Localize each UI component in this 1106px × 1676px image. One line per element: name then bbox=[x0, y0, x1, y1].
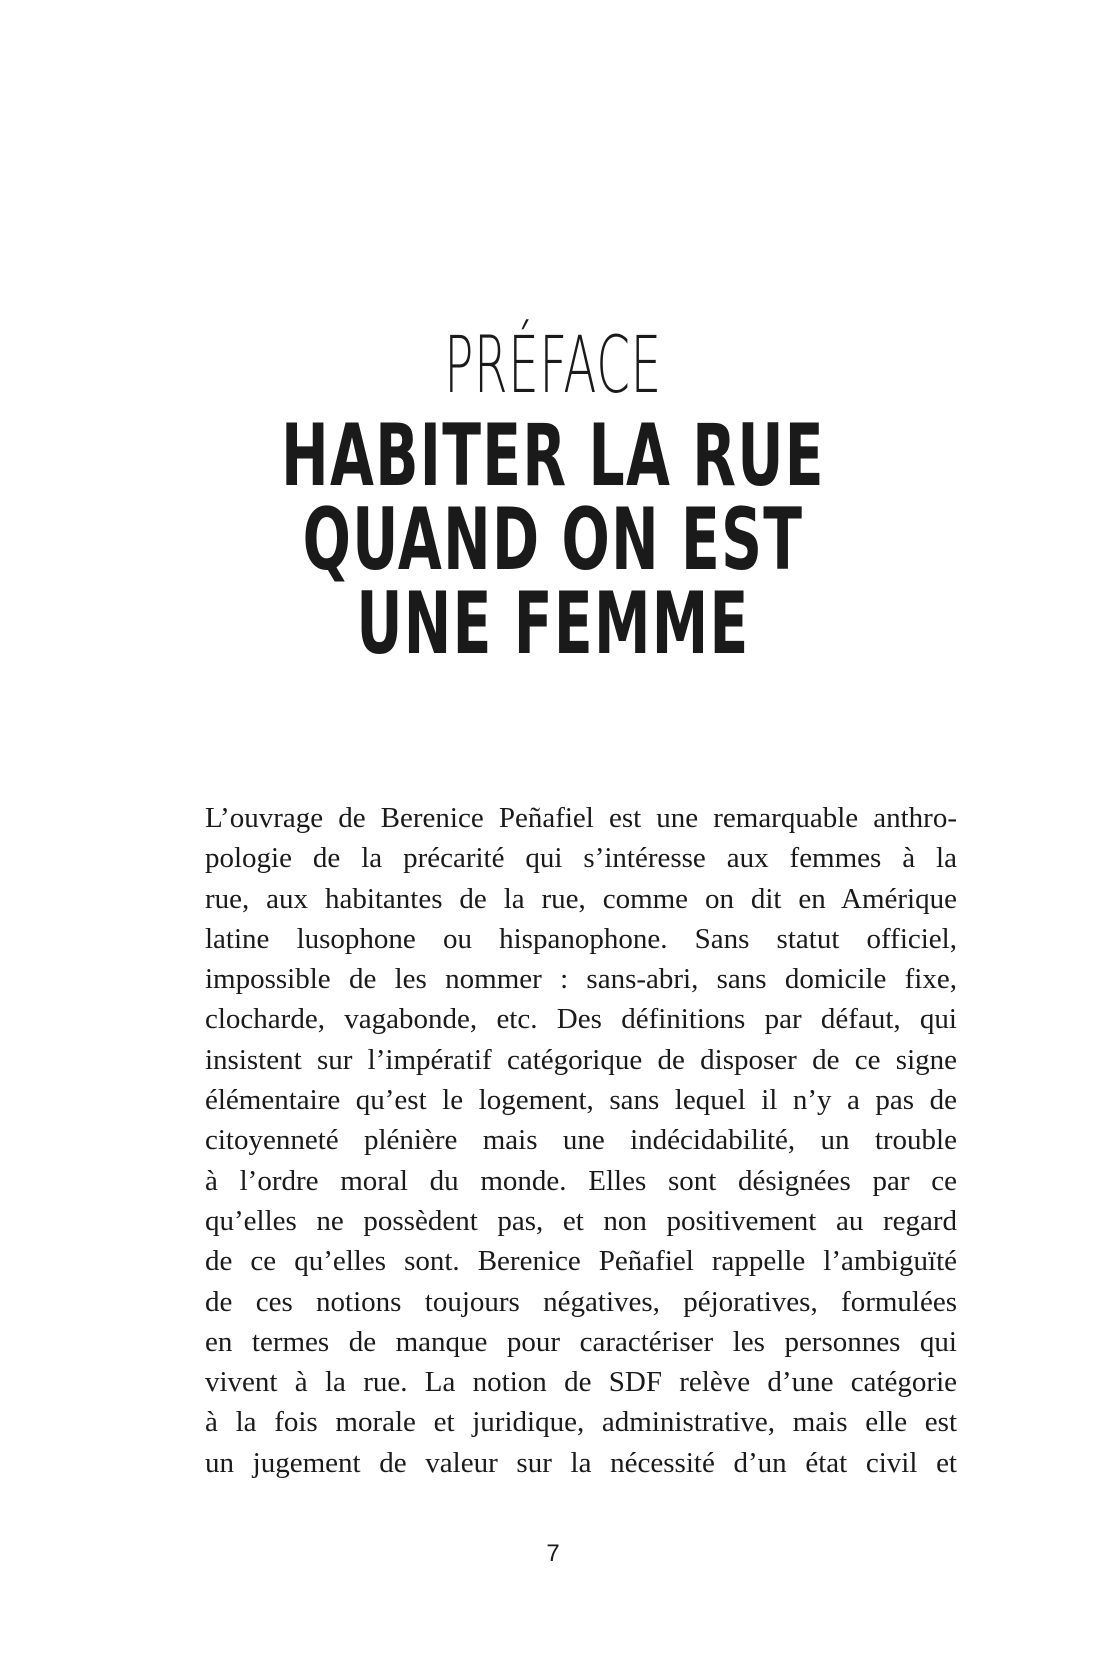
body-line: L’ouvrage de Berenice Peñafiel est une remarquable anthro- bbox=[205, 802, 957, 834]
body-line: pologie de la précarité qui s’intéresse aux femmes à la bbox=[205, 842, 957, 875]
body-line: un jugement de valeur sur la nécessité d’un état civil et bbox=[205, 1446, 957, 1479]
body-line: à l’ordre moral du monde. Elles sont désignées par ce bbox=[205, 1164, 957, 1197]
body-line: latine lusophone ou hispanophone. Sans statut officiel, bbox=[205, 922, 957, 955]
page-number: 7 bbox=[546, 1540, 560, 1567]
body-line: de ce qu’elles sont. Berenice Peñafiel rappelle l’ambiguïté bbox=[205, 1245, 957, 1278]
body-line: citoyenneté plénière mais une indécidabilité, un trouble bbox=[205, 1124, 957, 1157]
body-line: de ces notions toujours négatives, péjoratives, formulées bbox=[205, 1285, 957, 1318]
chapter-title-line-1: HABITER LA RUE bbox=[281, 406, 825, 506]
chapter-title-line-3: UNE FEMME bbox=[356, 574, 750, 674]
body-line: en termes de manque pour caractériser les personnes qui bbox=[205, 1325, 957, 1358]
body-line: à la fois morale et juridique, administrative, mais elle est bbox=[205, 1406, 957, 1439]
body-line: rue, aux habitantes de la rue, comme on dit en Amérique bbox=[205, 882, 957, 915]
body-line: vivent à la rue. La notion de SDF relève d’une catégorie bbox=[205, 1366, 957, 1399]
body-line: élémentaire qu’est le logement, sans lequel il n’y a pas de bbox=[205, 1084, 957, 1117]
body-line: clocharde, vagabonde, etc. Des définitions par défaut, qui bbox=[205, 1003, 957, 1036]
chapter-title-line-2: QUAND ON EST bbox=[302, 490, 804, 590]
body-line: qu’elles ne possèdent pas, et non positivement au regard bbox=[205, 1204, 957, 1237]
chapter-kicker: PRÉFACE bbox=[444, 321, 662, 411]
body-line: impossible de les nommer : sans-abri, sans domicile fixe, bbox=[205, 963, 957, 996]
chapter-heading bbox=[0, 318, 1106, 674]
body-paragraph bbox=[205, 798, 957, 1483]
body-line: insistent sur l’impératif catégorique de disposer de ce signe bbox=[205, 1043, 957, 1076]
